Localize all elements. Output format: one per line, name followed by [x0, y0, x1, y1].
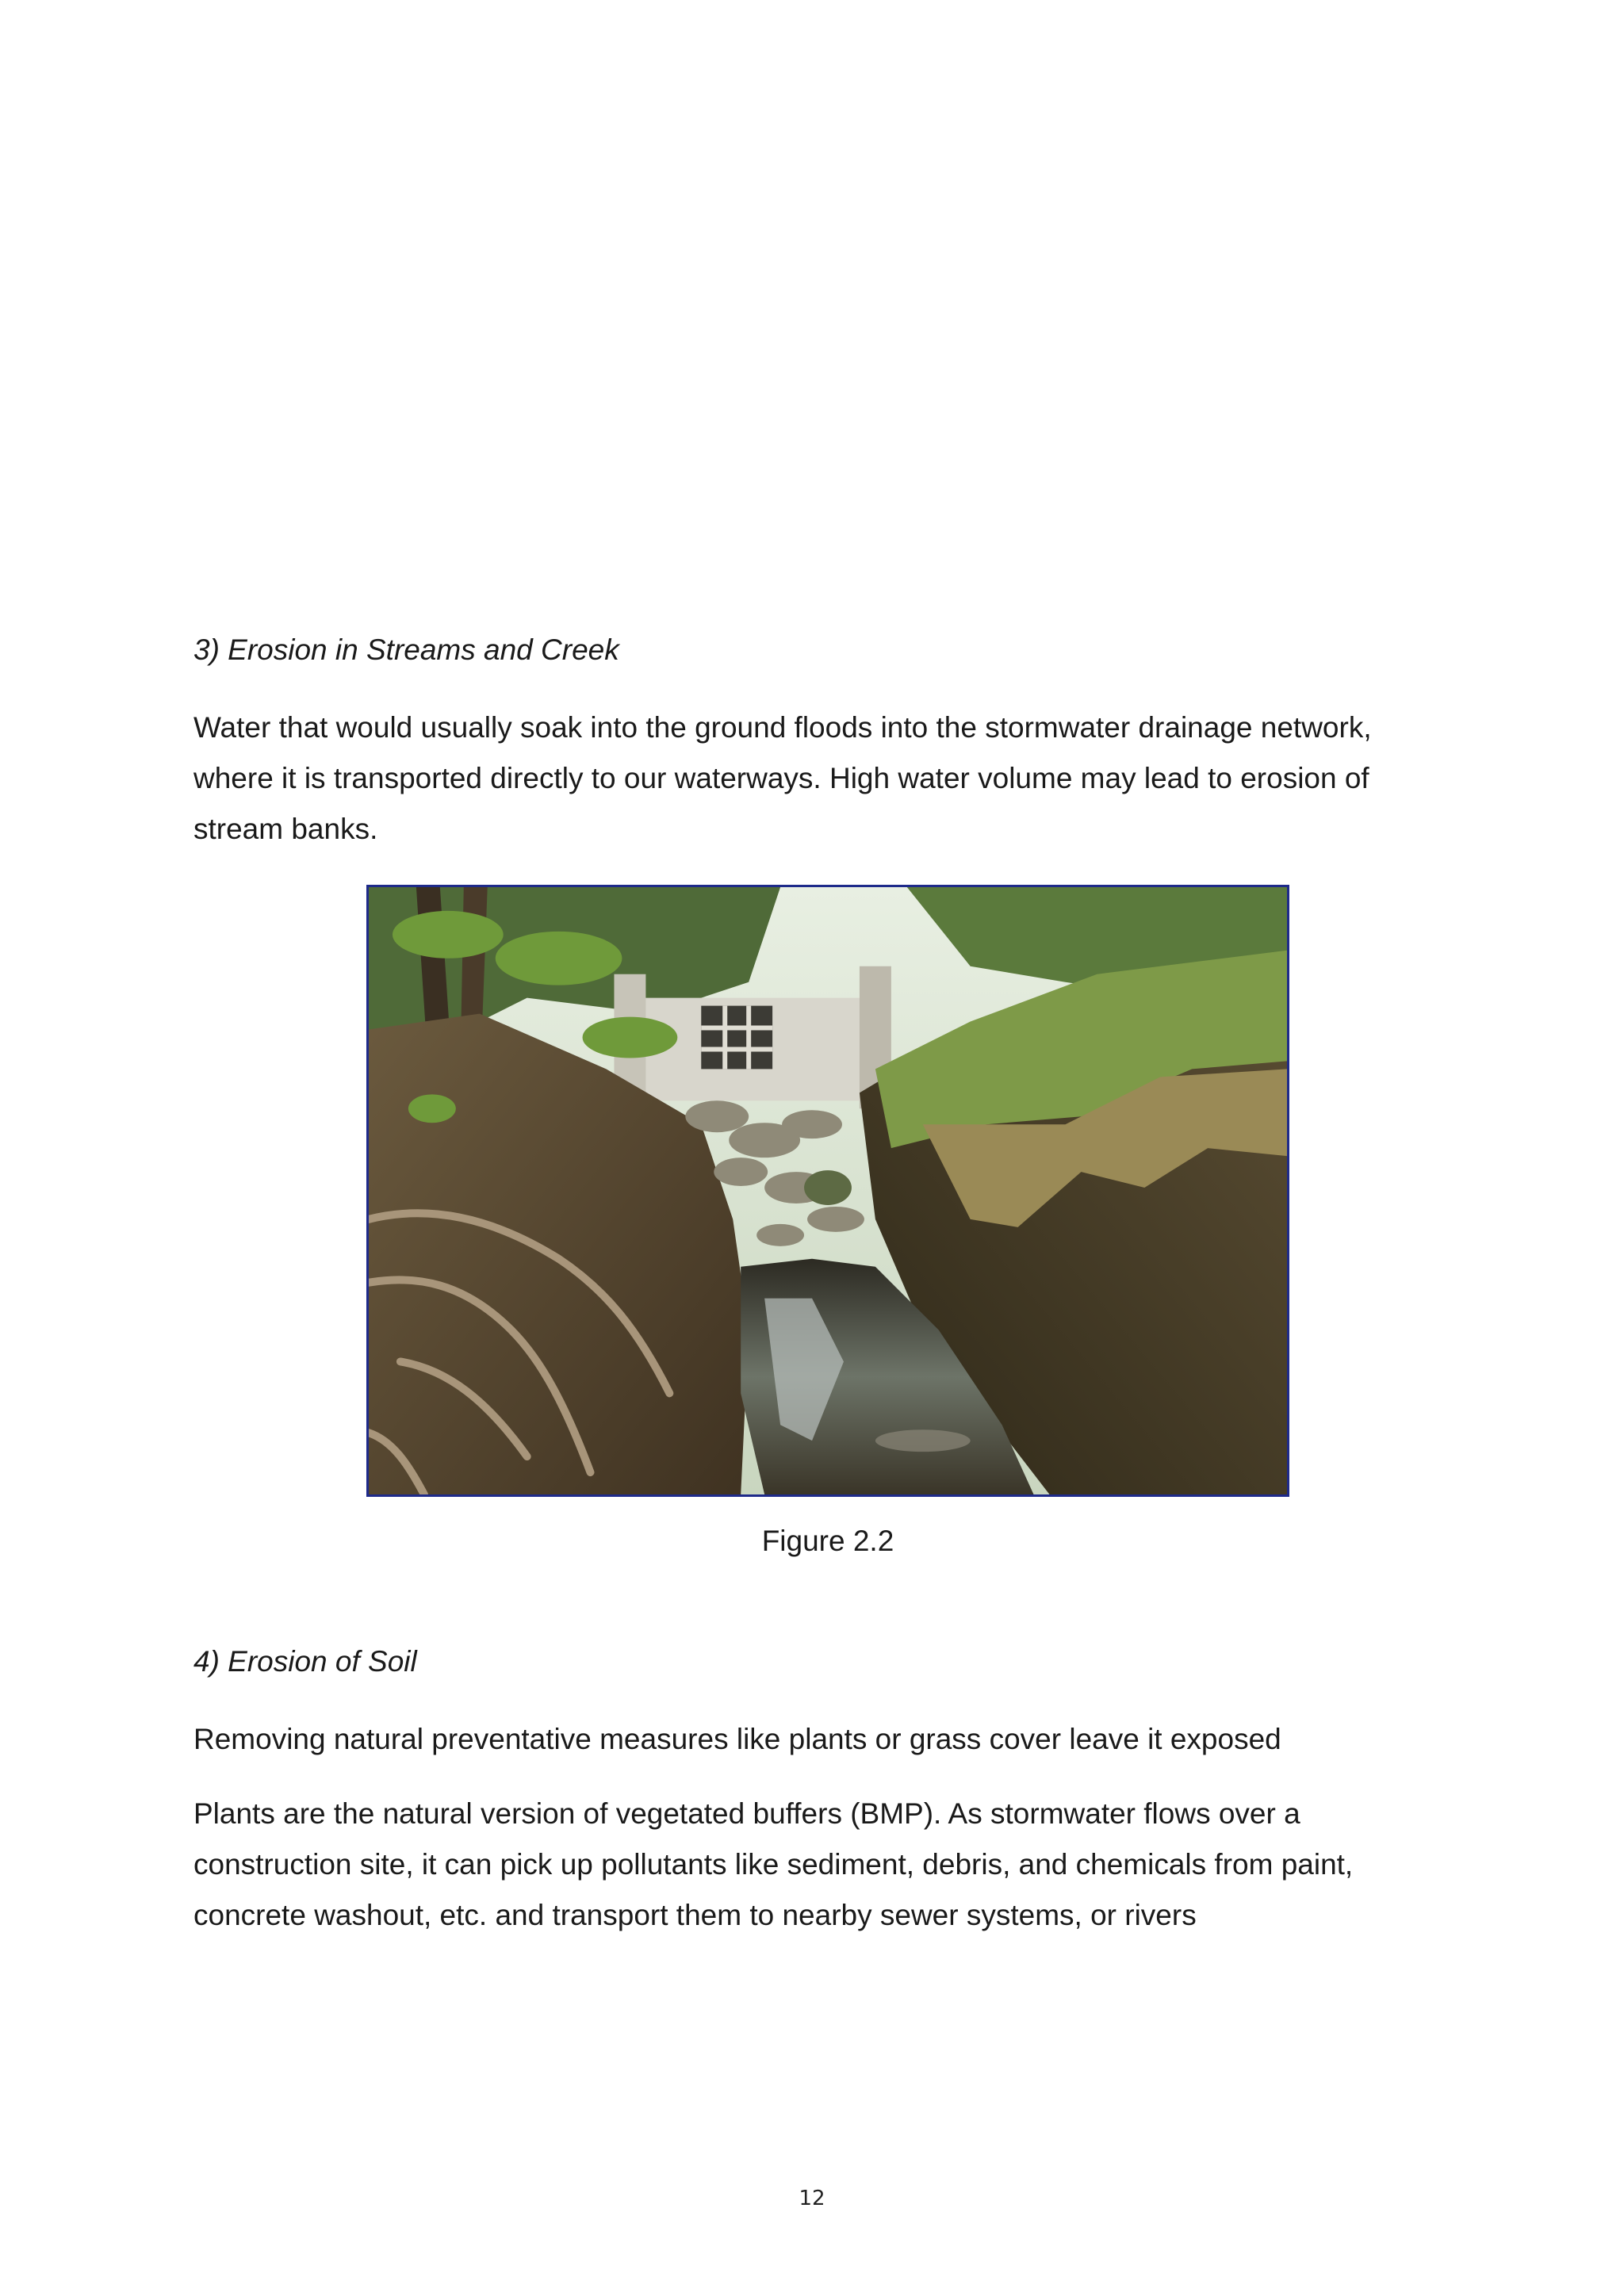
text-line: Water that would usually soak into the ground floods into the stormwater drainage network, — [193, 711, 1372, 744]
section-heading-soil: 4) Erosion of Soil — [193, 1645, 417, 1678]
text-line: stream banks. — [193, 813, 378, 845]
text-line: Plants are the natural version of vegetated buffers (BMP). As stormwater flows over a — [193, 1797, 1300, 1830]
paragraph-soil-exposure — [193, 1714, 1431, 1765]
text-line: Removing natural preventative measures like plants or grass cover leave it exposed — [193, 1723, 1281, 1755]
figure-caption — [0, 1522, 1624, 1560]
figure-caption-text: Figure 2.2 — [761, 1525, 894, 1557]
stream-photo-illustration — [369, 887, 1287, 1494]
page-number: 12 — [799, 2187, 825, 2210]
section-heading-streams: 3) Erosion in Streams and Creek — [193, 633, 619, 666]
paragraph-vegetated-buffers — [193, 1789, 1431, 1941]
text-line: construction site, it can pick up pollutants like sediment, debris, and chemicals from paint, — [193, 1848, 1354, 1881]
text-line: concrete washout, etc. and transport them to nearby sewer systems, or rivers — [193, 1899, 1197, 1931]
text-line: where it is transported directly to our waterways. High water volume may lead to erosion of — [193, 762, 1369, 794]
paragraph-streams — [193, 702, 1431, 855]
figure-stream-erosion-photo — [366, 885, 1289, 1497]
